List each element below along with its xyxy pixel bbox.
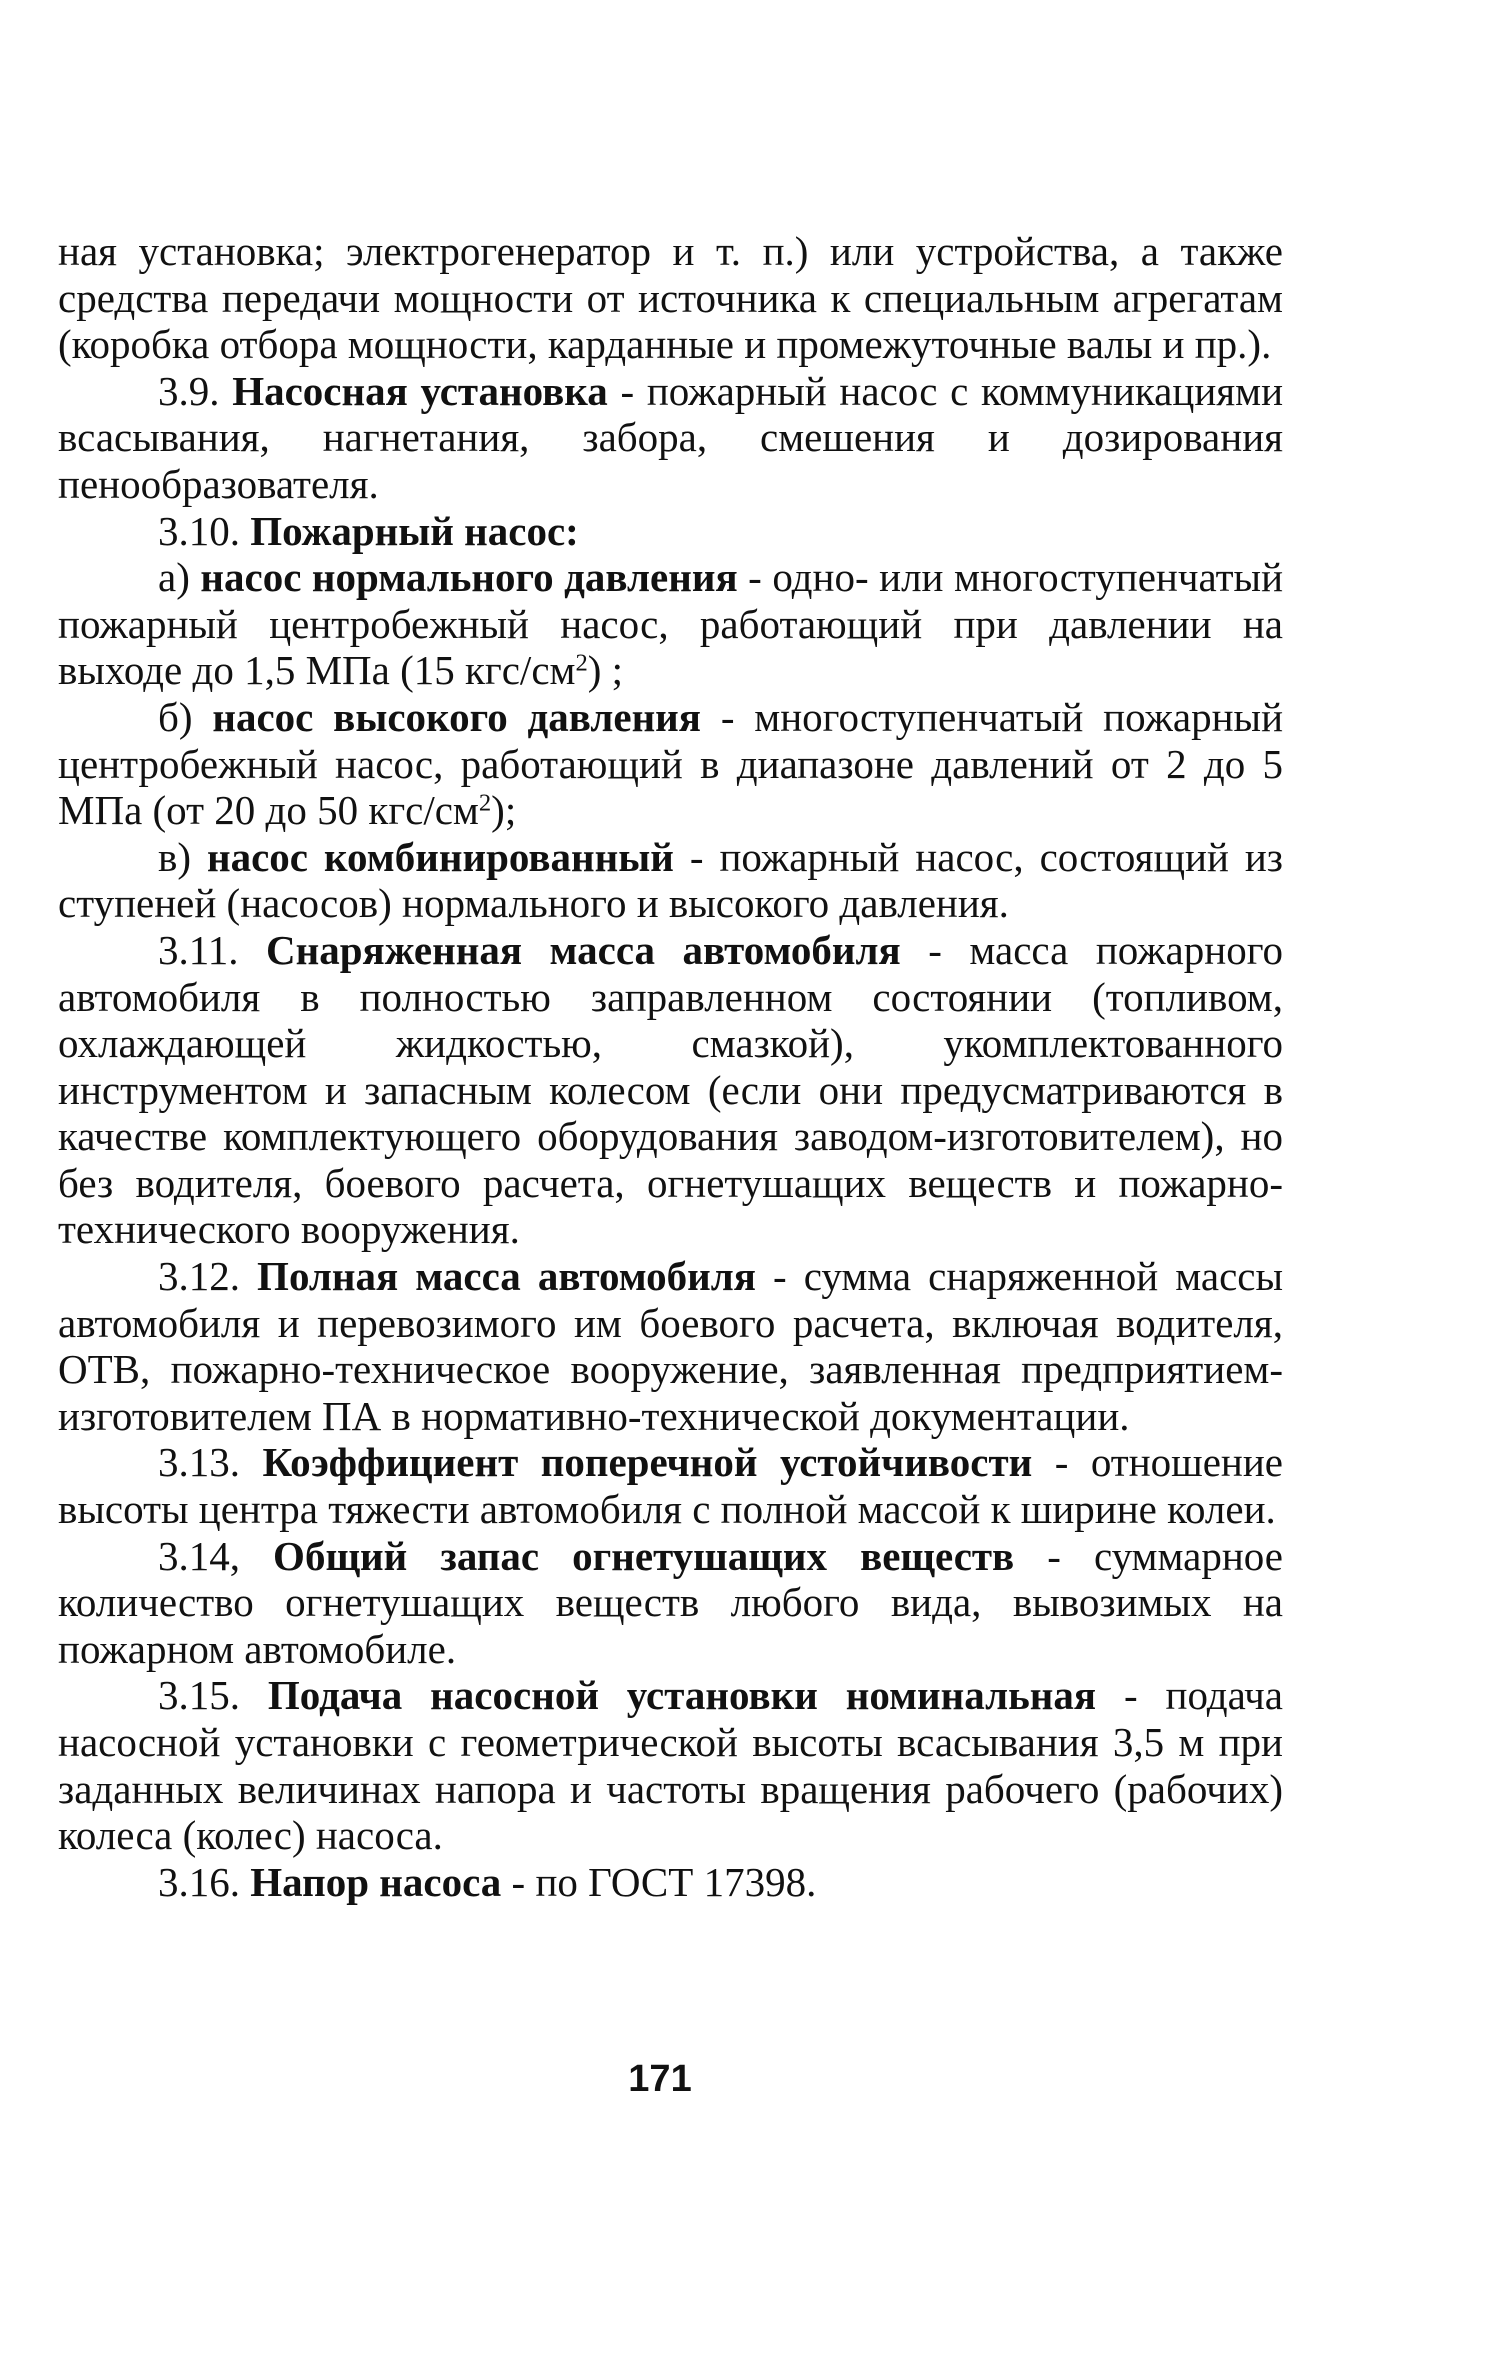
definition-term: насос высокого давления (212, 693, 701, 740)
superscript: 2 (575, 649, 588, 677)
definition-3-11 (58, 927, 1283, 1253)
definition-text: - сумма снаряженной массы автомобиля и перевозимого им боевого расчета, включая водителя, ОТВ, пожарно-техническое вооружение, заявленная предприятием-изготовителем ПА в нормативно-технической документации. (58, 1253, 1284, 1439)
definition-3-9 (58, 368, 1283, 508)
definition-3-14 (58, 1533, 1283, 1673)
definition-term: Напор насоса (250, 1858, 502, 1905)
definition-number: 3.13. (158, 1439, 240, 1486)
definition-3-15 (58, 1672, 1283, 1858)
definition-text: - одно- или многоступенчатый пожарный центробежный насос, работающий при давлении на выходе до 1,5 МПа (15 кгс/см (58, 554, 1284, 694)
definition-text: - пожарный насос, состоящий из ступеней (насосов) нормального и высокого давления. (58, 833, 1284, 927)
definition-term: Снаряженная масса автомобиля (265, 926, 901, 973)
definition-tail: ) ; (587, 647, 624, 694)
definition-text: - отношение высоты центра тяжести автомобиля с полной массой к ширине колеи. (58, 1439, 1283, 1533)
definition-3-10 (58, 508, 1283, 555)
definition-term: Общий запас огнетушащих веществ (273, 1532, 1015, 1579)
definition-term: Коэффициент поперечной устойчивости (262, 1439, 1033, 1486)
definition-3-13 (58, 1439, 1283, 1532)
definition-text: - подача насосной установки с геометрической высоты всасывания 3,5 м при заданных величинах напора и частоты вращения рабочего (рабочих) колеса (колес) насоса. (58, 1672, 1283, 1859)
definition-text: - пожарный насос с коммуникациями всасывания, нагнетания, забора, смешения и дозирования пенообразователя. (58, 367, 1284, 507)
definition-text: - по ГОСТ 17398. (511, 1858, 817, 1905)
definition-number: 3.14, (158, 1532, 240, 1579)
superscript: 2 (478, 789, 492, 817)
definition-text: - суммарное количество огнетушащих веществ любого вида, вывозимых на пожарном автомобиле. (58, 1532, 1284, 1672)
definition-3-10-v (58, 834, 1283, 927)
definition-text: - масса пожарного автомобиля в полностью заправленном состоянии (топливом, охлаждающей жидкостью, смазкой), укомплектованного инструментом и запасным колесом (если они предусматриваются в качестве комплектующего оборудования заводом-изготовителем), но без водителя, боевого расчета, огнетушащих веществ и пожарно-технического вооружения. (58, 926, 1283, 1253)
definition-term: Подача насосной установки номинальная (267, 1672, 1097, 1719)
definition-number: 3.10. (158, 507, 240, 554)
definition-number: в) (158, 833, 192, 880)
definition-term: насос нормального давления (200, 554, 738, 601)
definition-number: а) (158, 554, 190, 601)
definition-number: 3.15. (158, 1672, 240, 1719)
paragraph-text: ная установка; электрогенератор и т. п.) или устройства, а также средства передачи мощности от источника к специальным агрегатам (коробка отбора мощности, карданные и промежуточные валы и пр.). (58, 228, 1283, 368)
definition-term: Насосная установка (232, 367, 608, 414)
definition-text: - многоступенчатый пожарный центробежный насос, работающий в диапазоне давлений от 2 до 5 МПа (от 20 до 50 кгс/см (58, 693, 1284, 834)
definition-3-10-a (58, 554, 1283, 694)
definition-3-12 (58, 1253, 1283, 1439)
definition-3-10-b (58, 694, 1283, 834)
definition-term: насос комбинированный (206, 833, 674, 880)
definition-number: 3.16. (158, 1858, 240, 1905)
definition-number: 3.11. (158, 926, 239, 973)
page-number: 171 (628, 2058, 692, 2100)
definition-term: Пожарный насос: (250, 507, 579, 554)
definition-number: 3.12. (158, 1253, 240, 1300)
definition-number: 3.9. (158, 367, 220, 414)
definition-number: б) (158, 693, 193, 740)
document-page (58, 228, 1283, 1905)
definition-3-16 (58, 1859, 1283, 1906)
definition-tail: ); (491, 787, 517, 834)
definition-term: Полная масса автомобиля (257, 1253, 756, 1300)
continued-paragraph (58, 228, 1283, 368)
